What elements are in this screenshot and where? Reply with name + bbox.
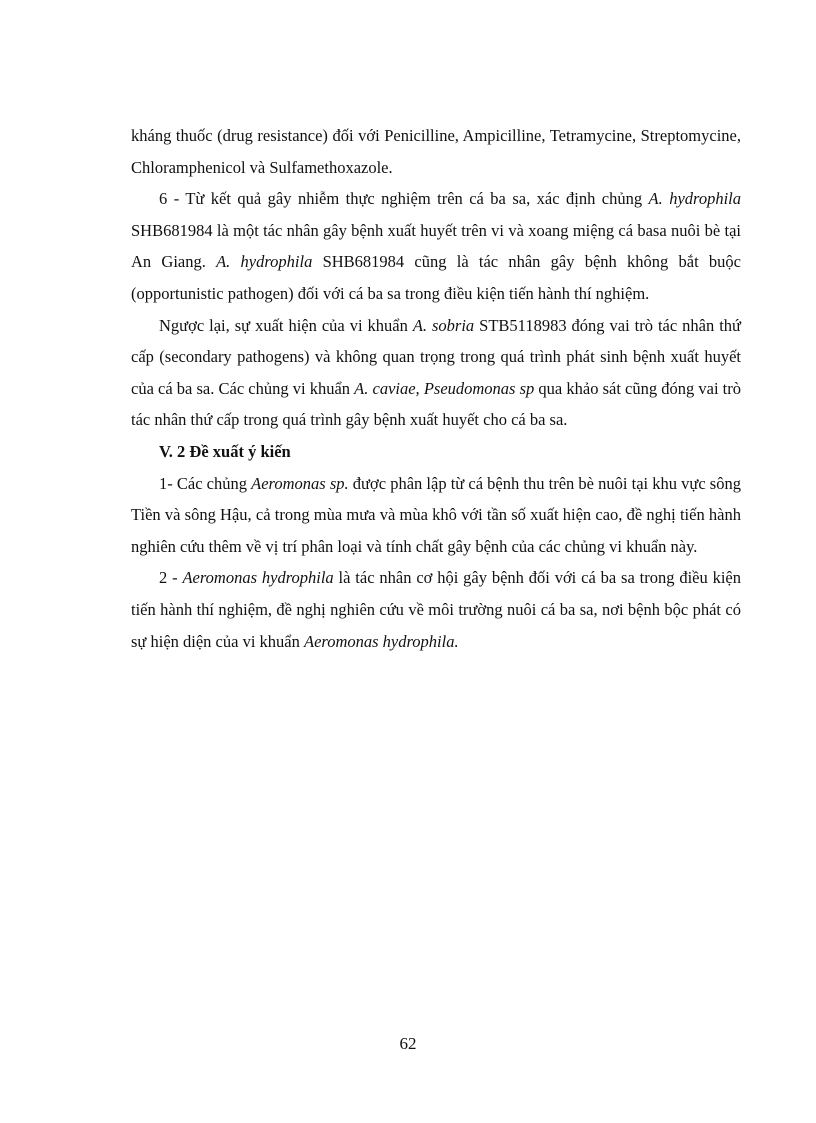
body-paragraph (131, 310, 741, 436)
body-paragraph (131, 468, 741, 563)
paragraph-text: 2 - (159, 568, 183, 588)
body-paragraph (131, 120, 741, 183)
paragraph-text: 1- Các chủng (159, 473, 252, 493)
paragraph-text: SHB681984 cũng là tác nhân gây bệnh không bắt buộc (opportunistic pathogen) đối với cá ba sa trong điều kiện tiến hành thí nghiệm. (131, 252, 741, 303)
italic-term: A. hydrophila (648, 189, 741, 209)
italic-term: Aeromonas hydrophila. (303, 631, 459, 651)
italic-term: A. caviae, Pseudomonas sp (354, 378, 535, 398)
body-paragraph (131, 562, 741, 657)
italic-term: A. hydrophila (216, 252, 313, 272)
paragraph-text: là tác nhân cơ hội gây bệnh đối với cá ba sa trong điều kiện tiến hành thí nghiệm, đề nghị nghiên cứu về môi trường nuôi cá ba sa, nơi bệnh bộc phát có sự hiện diện của vi khuẩn (131, 568, 742, 651)
paragraph-text: SHB681984 là một tác nhân gây bệnh xuất huyết trên vi và xoang miệng cá basa nuôi bè tại An Giang. (131, 220, 741, 272)
italic-term: A. sobria (412, 315, 475, 335)
document-body (131, 120, 741, 657)
paragraph-text: V. 2 Đề xuất ý kiến (159, 441, 291, 461)
paragraph-text: Ngược lại, sự xuất hiện của vi khuẩn (159, 315, 413, 335)
paragraph-text: 6 - Từ kết quả gây nhiễm thực nghiệm trên cá ba sa, xác định chủng (159, 189, 649, 209)
paragraph-text: kháng thuốc (drug resistance) đối với Penicilline, Ampicilline, Tetramycine, Streptomycine, Chloramphenicol và Sulfamethoxazole. (131, 126, 741, 177)
page-number: 62 (399, 1034, 417, 1053)
section-heading (131, 436, 741, 468)
body-paragraph (131, 183, 741, 309)
paragraph-text: qua khảo sát cũng đóng vai trò tác nhân thứ cấp trong quá trình gây bệnh xuất huyết cho cá ba sa. (131, 378, 741, 430)
italic-term: Aeromonas sp. (251, 473, 349, 493)
paragraph-text: STB5118983 đóng vai trò tác nhân thứ cấp (secondary pathogens) và không quan trọng trong quá trình phát sinh bệnh xuất huyết của cá ba sa. Các chủng vi khuẩn (131, 315, 741, 398)
paragraph-text: được phân lập từ cá bệnh thu trên bè nuôi tại khu vực sông Tiền và sông Hậu, cả trong mùa mưa và mùa khô với tần số xuất hiện cao, đề nghị tiến hành nghiên cứu thêm về vị trí phân loại và tính chất gây bệnh của các chủng vi khuẩn này. (131, 473, 741, 556)
italic-term: Aeromonas hydrophila (182, 568, 334, 588)
